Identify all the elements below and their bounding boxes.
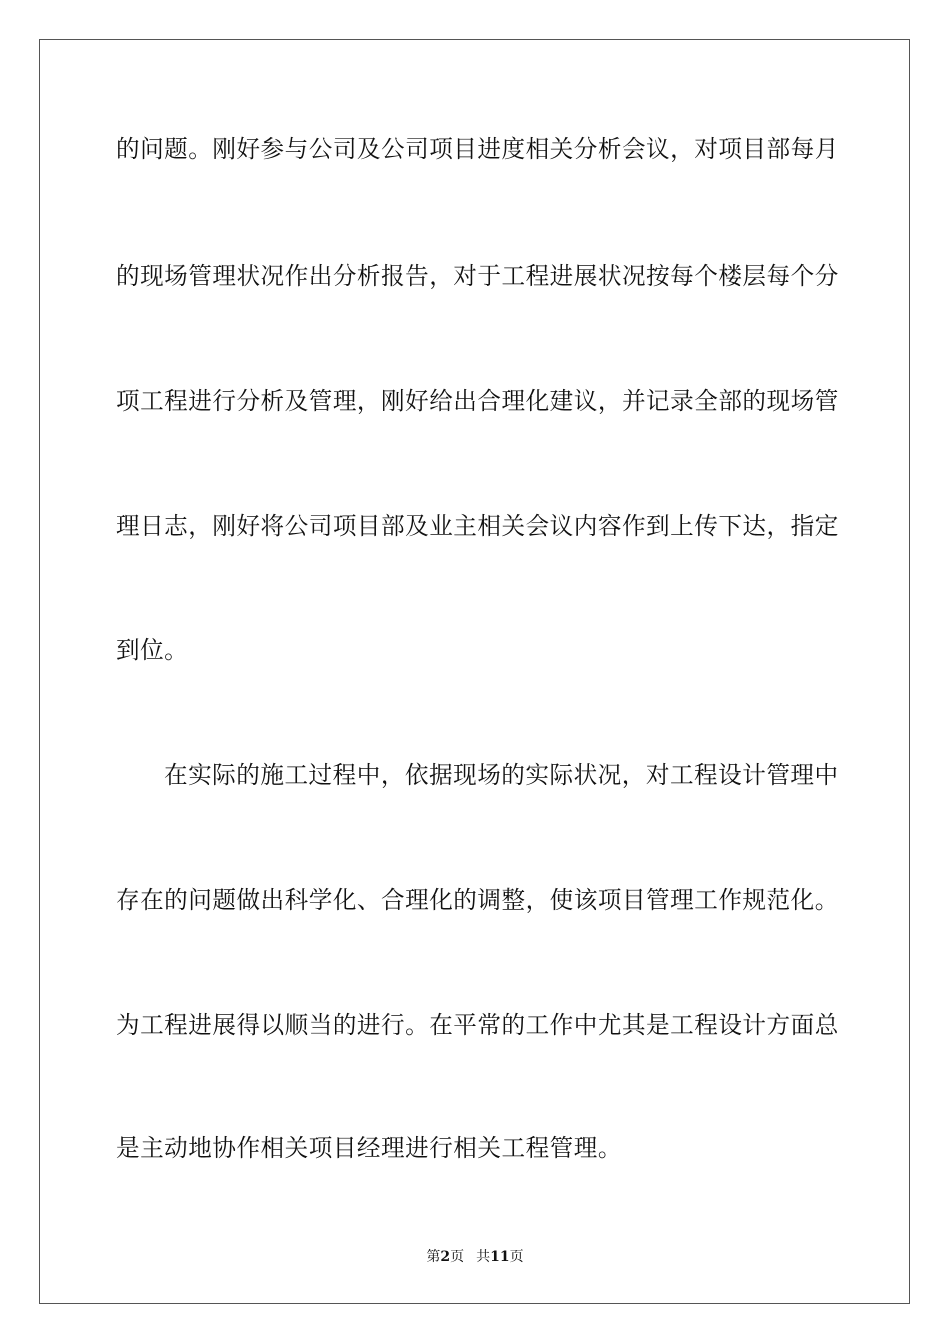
total-prefix: 共 (476, 1249, 491, 1265)
text-line-4: 理日志，刚好将公司项目部及业主相关会议内容作到上传下达，指定 (116, 512, 839, 540)
total-suffix: 页 (509, 1249, 524, 1265)
total-pages: 11 (490, 1249, 510, 1265)
page-number: 2 (440, 1249, 451, 1265)
text-line-5: 到位。 (116, 636, 189, 664)
page-suffix: 页 (450, 1249, 465, 1265)
page-footer (0, 1248, 950, 1266)
text-line-2: 的现场管理状况作出分析报告，对于工程进展状况按每个楼层每个分 (116, 262, 839, 290)
text-line-7: 存在的问题做出科学化、合理化的调整，使该项目管理工作规范化。 (116, 886, 839, 914)
text-line-8: 为工程进展得以顺当的进行。在平常的工作中尤其是工程设计方面总 (116, 1011, 839, 1039)
page-border (39, 39, 910, 1304)
text-line-9: 是主动地协作相关项目经理进行相关工程管理。 (116, 1134, 622, 1162)
text-line-1: 的问题。刚好参与公司及公司项目进度相关分析会议，对项目部每月 (116, 135, 839, 163)
page-prefix: 第 (426, 1249, 441, 1265)
text-line-6: 在实际的施工过程中，依据现场的实际状况，对工程设计管理中 (164, 761, 839, 789)
text-line-3: 项工程进行分析及管理，刚好给出合理化建议，并记录全部的现场管 (116, 387, 839, 415)
